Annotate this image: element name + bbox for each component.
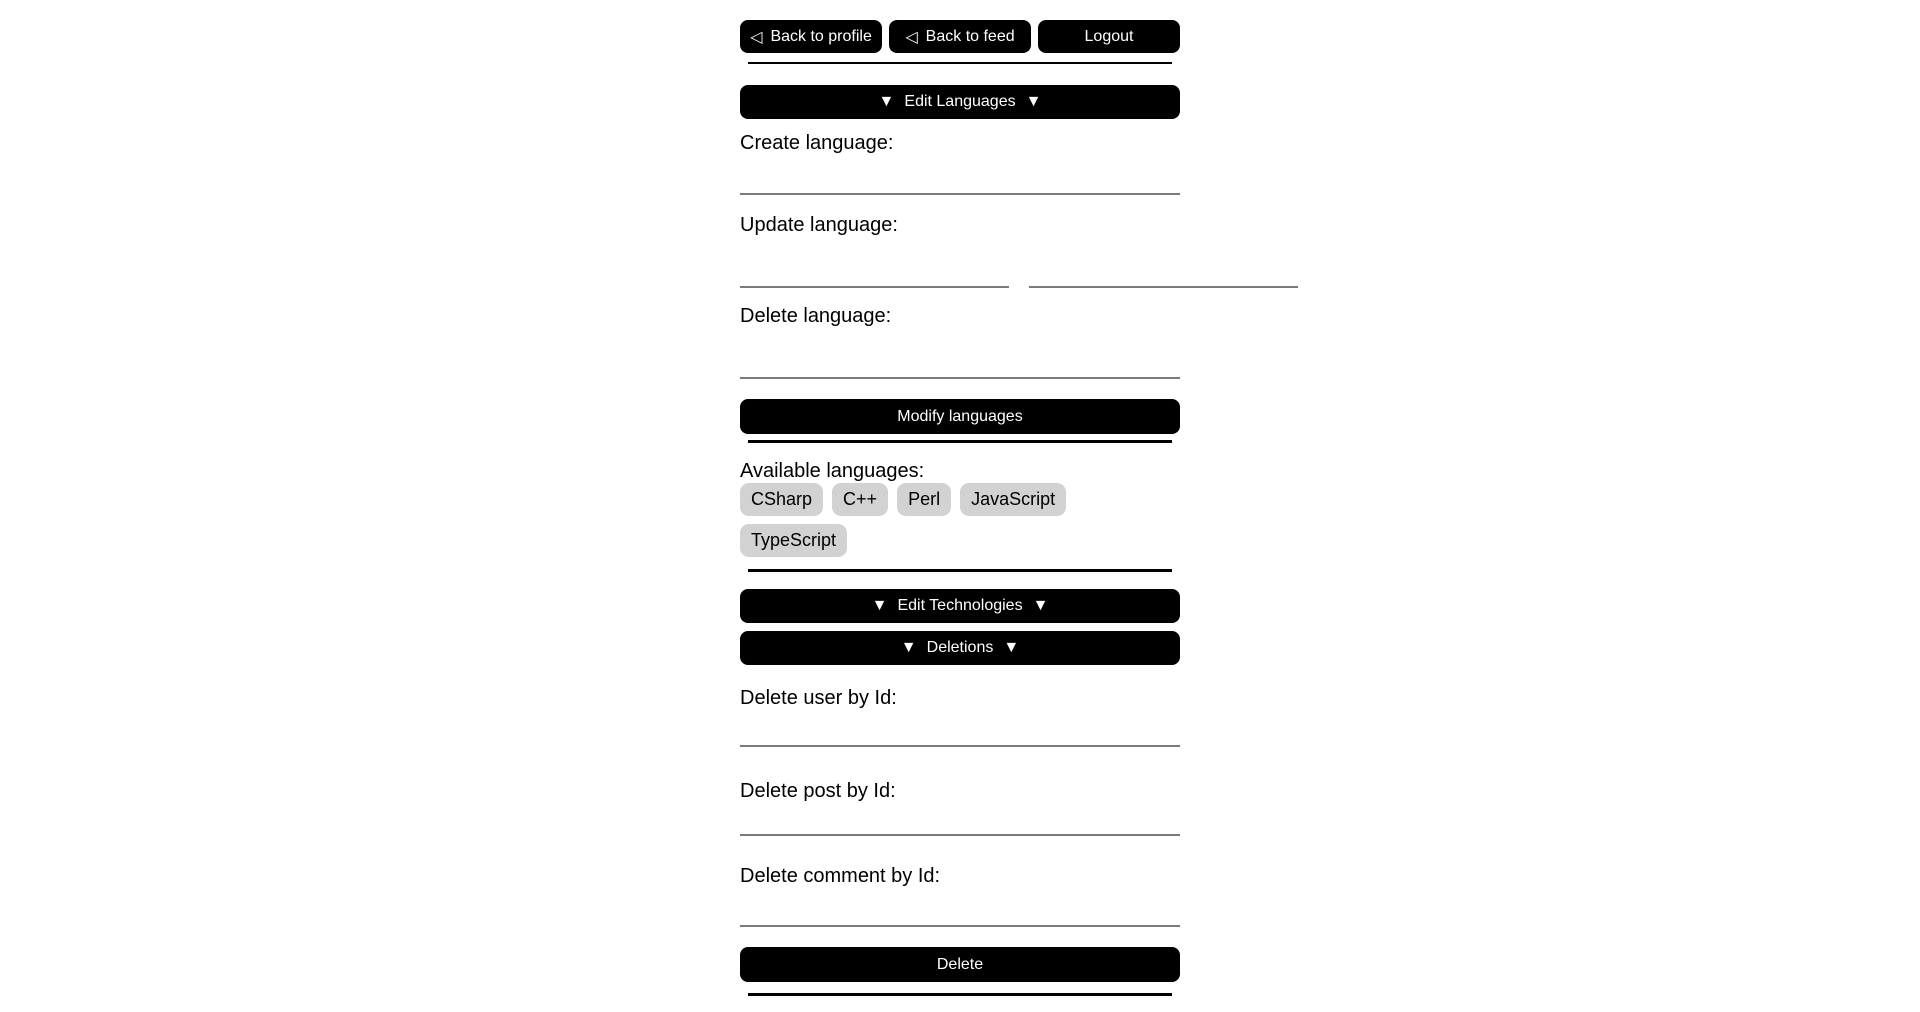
edit-technologies-toggle[interactable] bbox=[740, 589, 1180, 623]
language-chip: JavaScript bbox=[960, 483, 1066, 516]
available-languages-list bbox=[740, 483, 1180, 557]
language-chip: TypeScript bbox=[740, 524, 847, 557]
logout-label: Logout bbox=[1084, 27, 1134, 45]
edit-technologies-toggle-label: Edit Technologies bbox=[897, 597, 1023, 614]
back-arrow-icon: ◁ bbox=[905, 28, 918, 46]
delete-button-label: Delete bbox=[936, 955, 984, 973]
delete-post-id-input[interactable] bbox=[740, 803, 1180, 836]
back-arrow-icon: ◁ bbox=[750, 28, 763, 46]
divider bbox=[748, 569, 1172, 572]
chevron-down-icon: ▼ bbox=[878, 93, 895, 110]
top-navigation-bar bbox=[740, 20, 1180, 53]
delete-button[interactable] bbox=[740, 947, 1180, 982]
back-to-profile-button[interactable] bbox=[740, 20, 882, 53]
chevron-down-icon: ▼ bbox=[1003, 639, 1020, 656]
edit-languages-toggle-label: Edit Languages bbox=[904, 93, 1016, 110]
language-chip: Perl bbox=[897, 483, 951, 516]
back-to-feed-button[interactable] bbox=[889, 20, 1031, 53]
chevron-down-icon: ▼ bbox=[871, 597, 888, 614]
language-chip: CSharp bbox=[740, 483, 823, 516]
chevron-down-icon: ▼ bbox=[1032, 597, 1049, 614]
back-to-feed-label: Back to feed bbox=[925, 27, 1015, 45]
divider bbox=[748, 993, 1172, 996]
divider bbox=[748, 62, 1172, 64]
admin-panel-column bbox=[740, 0, 1180, 996]
delete-user-label: Delete user by Id: bbox=[740, 687, 897, 709]
chevron-down-icon: ▼ bbox=[1025, 93, 1042, 110]
update-language-row bbox=[740, 247, 1180, 288]
divider bbox=[748, 440, 1172, 443]
create-language-input[interactable] bbox=[740, 155, 1180, 195]
modify-languages-label: Modify languages bbox=[897, 407, 1023, 425]
logout-button[interactable] bbox=[1038, 20, 1180, 53]
deletions-toggle-label: Deletions bbox=[926, 639, 994, 656]
delete-language-input[interactable] bbox=[740, 338, 1180, 379]
delete-user-id-input[interactable] bbox=[740, 710, 1180, 747]
update-language-from-input[interactable] bbox=[740, 247, 1009, 288]
delete-comment-label: Delete comment by Id: bbox=[740, 865, 941, 887]
update-language-label: Update language: bbox=[740, 214, 898, 236]
delete-post-label: Delete post by Id: bbox=[740, 780, 896, 802]
delete-language-label: Delete language: bbox=[740, 305, 892, 327]
update-language-to-input[interactable] bbox=[1029, 247, 1298, 288]
language-chip: C++ bbox=[832, 483, 888, 516]
delete-comment-id-input[interactable] bbox=[740, 888, 1180, 927]
chevron-down-icon: ▼ bbox=[900, 639, 917, 656]
create-language-label: Create language: bbox=[740, 132, 894, 154]
back-to-profile-label: Back to profile bbox=[770, 27, 872, 45]
modify-languages-button[interactable] bbox=[740, 399, 1180, 434]
available-languages-label: Available languages: bbox=[740, 460, 925, 482]
deletions-toggle[interactable] bbox=[740, 631, 1180, 665]
edit-languages-toggle[interactable] bbox=[740, 85, 1180, 119]
